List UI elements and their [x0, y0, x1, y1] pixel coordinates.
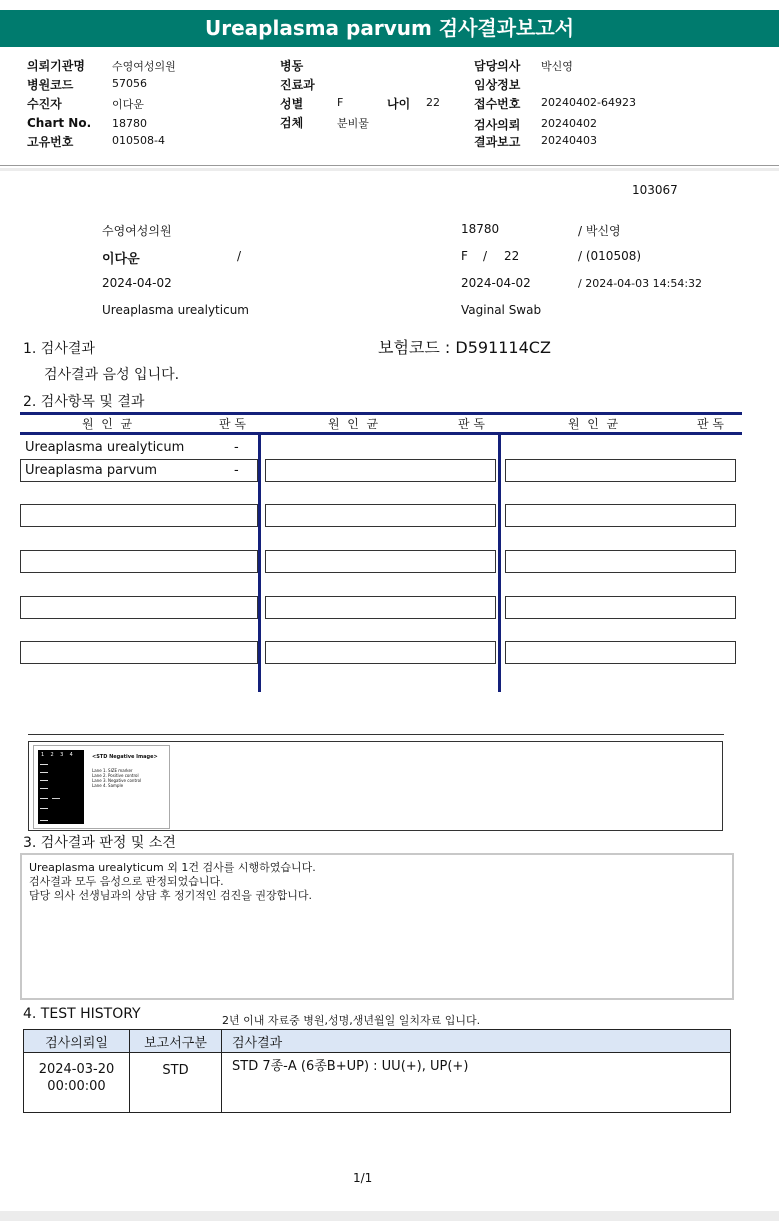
header-label: 검체	[280, 116, 304, 130]
header-value: F	[337, 96, 344, 109]
result-cell	[20, 641, 258, 664]
specimen: Vaginal Swab	[461, 303, 542, 317]
col-organism-header: 원 인 균	[568, 417, 619, 431]
header-label: 나이	[387, 97, 411, 111]
section2-heading: 2. 검사항목 및 결과	[23, 394, 145, 410]
header-label: 수진자	[27, 97, 62, 111]
section4-heading: 4. TEST HISTORY	[23, 1006, 141, 1022]
section3-heading: 3. 검사결과 판정 및 소견	[23, 835, 176, 851]
header-label: Chart No.	[27, 116, 92, 130]
results-table-header-line	[20, 432, 742, 435]
header-value: 010508-4	[112, 134, 165, 147]
result-cell	[265, 550, 496, 573]
header-value: 20240402-64923	[541, 96, 636, 109]
gel-band	[40, 788, 48, 789]
history-result: STD 7종-A (6종B+UP) : UU(+), UP(+)	[222, 1053, 731, 1113]
result-cell	[20, 550, 258, 573]
test-name: Ureaplasma urealyticum	[102, 303, 249, 317]
patient-id: / (010508)	[578, 249, 642, 263]
gel-legend: Lane 1. SIZE marker Lane 2. Positive control Lane 3. Negative control Lane 4. Sample	[92, 768, 142, 788]
doctor-name: / 박신영	[578, 224, 621, 238]
header-value: 분비물	[337, 117, 369, 130]
result-cell	[265, 596, 496, 619]
col-organism-header: 원 인 균	[328, 417, 379, 431]
sex-age-separator: /	[483, 249, 488, 263]
header-label: 성별	[280, 97, 304, 111]
gel-image	[38, 750, 84, 824]
history-col-result: 검사결과	[222, 1030, 731, 1053]
organism-result: -	[234, 463, 239, 478]
header-label: 병원코드	[27, 78, 74, 92]
results-table-divider	[498, 432, 501, 692]
report-time: / 2024-04-03 14:54:32	[578, 277, 703, 290]
header-label: 진료과	[280, 78, 315, 92]
organism-result: -	[234, 440, 239, 455]
header-value: 20240403	[541, 134, 597, 147]
header-value: 박신영	[541, 60, 573, 73]
header-label: 임상정보	[474, 78, 521, 92]
col-result-header: 판 독	[697, 417, 724, 431]
header-label: 병동	[280, 59, 304, 73]
header-value: 20240402	[541, 117, 597, 130]
result-cell	[505, 459, 736, 482]
result-cell	[265, 459, 496, 482]
patient-age: 22	[504, 249, 520, 263]
gel-band	[52, 798, 60, 799]
patient-name: 이다운	[102, 252, 140, 267]
header-value: 57056	[112, 77, 147, 90]
report-header	[0, 0, 779, 168]
header-label: 결과보고	[474, 135, 521, 149]
results-table-divider	[258, 432, 261, 692]
gel-band	[40, 820, 48, 821]
header-label: 고유번호	[27, 135, 74, 149]
header-value: 18780	[112, 117, 147, 130]
header-label: 검사의뢰	[474, 118, 521, 132]
insurance-code: 보험코드 : D591114CZ	[378, 338, 551, 357]
history-table	[23, 1029, 731, 1113]
col-result-header: 판 독	[219, 417, 246, 431]
receive-date: 2024-04-02	[461, 276, 531, 290]
image-divider	[28, 734, 724, 735]
header-value: 이다운	[112, 98, 144, 111]
result-cell	[505, 596, 736, 619]
gel-image-panel	[33, 745, 170, 829]
history-note: 2년 이내 자료중 병원,성명,생년월일 일치자료 입니다.	[222, 1014, 481, 1027]
organism-name: Ureaplasma urealyticum	[25, 440, 185, 455]
gel-band	[40, 764, 48, 765]
header-value: 수영여성의원	[112, 60, 176, 73]
patient-separator: /	[237, 249, 242, 263]
history-col-date: 검사의뢰일	[24, 1030, 130, 1053]
lane-labels: 1 2 3 4	[41, 752, 73, 758]
gel-band	[40, 780, 48, 781]
opinion-text: Ureaplasma urealyticum 외 1건 검사를 시행하였습니다. 검사결과 모두 음성으로 판정되었습니다. 담당 의사 선생님과의 상담 후 정기적인 검진을 권장합니다.	[29, 861, 316, 902]
result-cell	[505, 641, 736, 664]
header-label: 의뢰기관명	[27, 59, 85, 73]
header-label: 접수번호	[474, 97, 521, 111]
result-cell	[505, 504, 736, 527]
result-cell	[265, 504, 496, 527]
col-result-header: 판 독	[458, 417, 485, 431]
gel-band	[40, 808, 48, 809]
patient-sex: F	[461, 249, 468, 263]
section1-heading: 1. 검사결과	[23, 341, 95, 357]
history-date: 2024-03-20 00:00:00	[24, 1053, 130, 1113]
organism-name: Ureaplasma parvum	[25, 463, 158, 478]
section1-result: 검사결과 음성 입니다.	[44, 367, 180, 383]
history-col-type: 보고서구분	[130, 1030, 222, 1053]
header-label: 담당의사	[474, 59, 521, 73]
report-number: 103067	[632, 183, 678, 197]
header-divider	[0, 165, 779, 166]
report-title: Ureaplasma parvum 검사결과보고서	[0, 10, 779, 47]
request-date: 2024-04-02	[102, 276, 172, 290]
chart-number: 18780	[461, 222, 500, 236]
col-organism-header: 원 인 균	[82, 417, 133, 431]
gel-band	[40, 798, 48, 799]
page-number: 1/1	[353, 1171, 373, 1185]
history-type: STD	[130, 1053, 222, 1113]
result-cell	[20, 596, 258, 619]
header-value: 22	[426, 96, 440, 109]
result-cell	[265, 641, 496, 664]
history-header-row	[24, 1030, 731, 1053]
history-row	[24, 1053, 731, 1113]
result-cell	[20, 504, 258, 527]
result-cell	[505, 550, 736, 573]
gel-image-title: <STD Negative Image>	[92, 754, 158, 760]
hospital-name: 수영여성의원	[102, 224, 172, 238]
gel-band	[40, 772, 48, 773]
